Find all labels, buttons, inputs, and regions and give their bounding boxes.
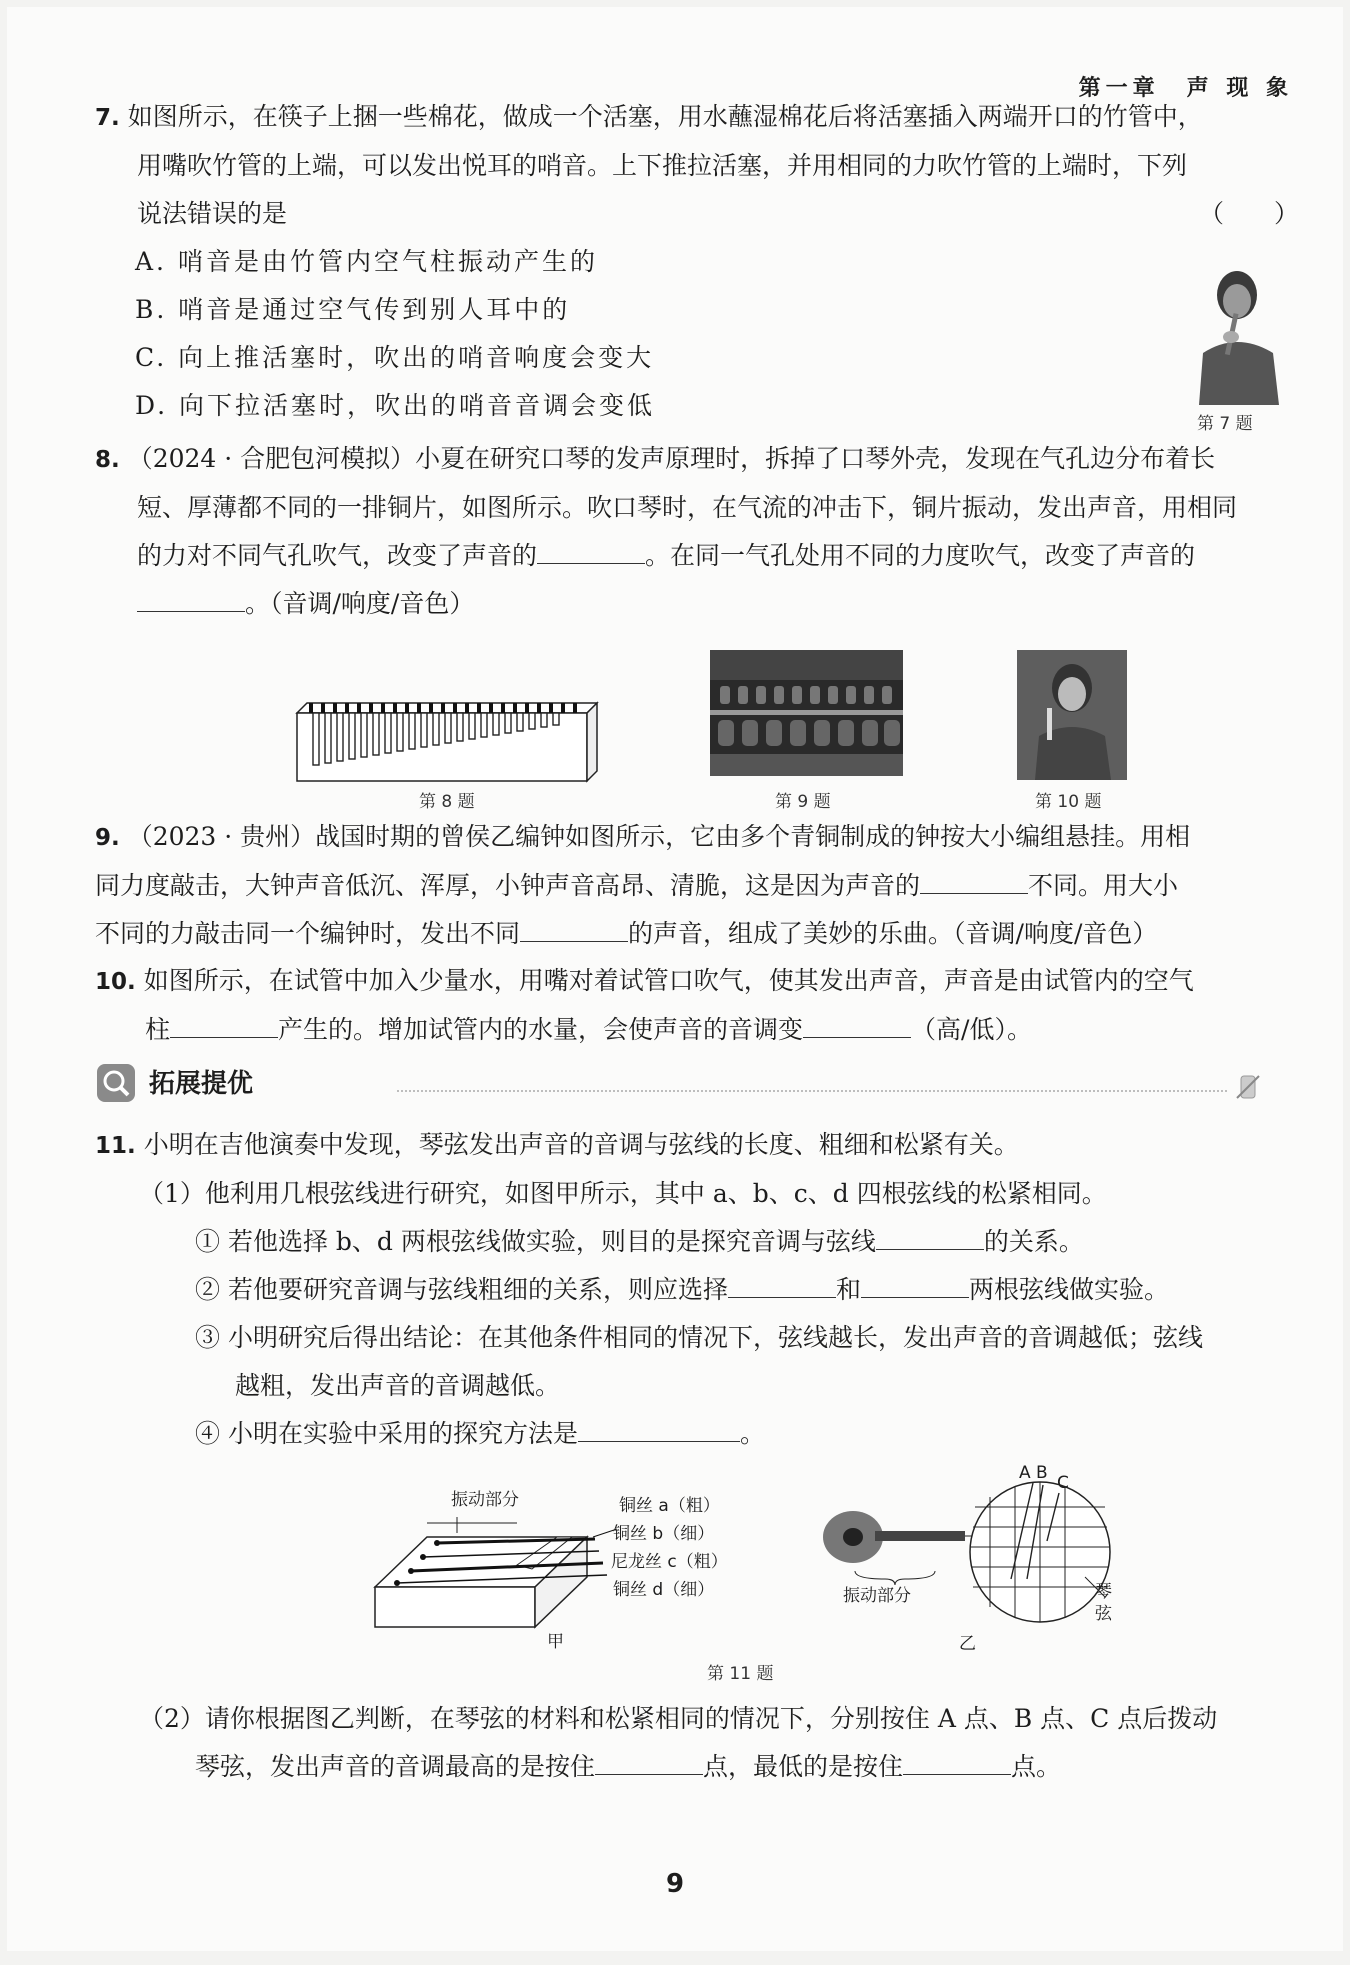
- answer-blank[interactable]: [803, 1013, 911, 1038]
- figure-7-caption: 第 7 题: [1197, 414, 1253, 434]
- answer-blank[interactable]: [861, 1273, 969, 1298]
- harmonica-reeds-figure: [287, 695, 607, 787]
- question-text: 说法错误的是: [137, 199, 288, 228]
- question-text: 短、厚薄都不同的一排铜片，如图所示。吹口琴时，在气流的冲击下，铜片振动，发出声音，用相同: [137, 493, 1238, 522]
- question-text: （2024 · 合肥包河模拟）小夏在研究口琴的发声原理时，拆掉了口琴外壳，发现在气孔边分布着长: [127, 444, 1216, 473]
- question-text: 不同的力敲击同一个编钟时，发出不同: [95, 919, 521, 948]
- option-a[interactable]: A. 哨音是由竹管内空气柱振动产生的: [135, 247, 598, 276]
- question-text: 的声音，组成了美妙的乐曲。（音调/响度/音色）: [628, 919, 1158, 948]
- question-text: 的关系。: [983, 1227, 1084, 1256]
- question-text: 两根弦线做实验。: [968, 1275, 1169, 1304]
- question-11: [95, 1121, 1295, 1458]
- question-text: （2023 · 贵州）战国时期的曾侯乙编钟如图所示，它由多个青铜制成的钟按大小编组悬挂。用相: [127, 822, 1191, 851]
- section-divider: [397, 1090, 1227, 1092]
- vibrating-part-label: 振动部分: [451, 1490, 519, 1510]
- question-text: 琴弦，发出声音的音调最高的是按住: [195, 1752, 596, 1781]
- question-text: 用嘴吹竹管的上端，可以发出悦耳的哨音。上下推拉活塞，并用相同的力吹竹管的上端时，下列: [137, 151, 1188, 180]
- figure-8-caption: 第 8 题: [419, 792, 475, 812]
- guitar-vibrating-part-label: 振动部分: [843, 1586, 911, 1606]
- answer-blank[interactable]: [537, 539, 645, 564]
- string-a-label: 铜丝 a（粗）: [619, 1496, 720, 1516]
- question-text: ② 若他要研究音调与弦线粗细的关系，则应选择: [195, 1275, 728, 1304]
- answer-blank[interactable]: [920, 869, 1028, 894]
- string-label-2: 弦: [1095, 1604, 1112, 1624]
- question-number: 8.: [95, 447, 120, 473]
- question-7: [95, 93, 1299, 430]
- option-d[interactable]: D. 向下拉活塞时，吹出的哨音音调会变低: [135, 391, 656, 420]
- option-c[interactable]: C. 向上推活塞时，吹出的哨音响度会变大: [135, 343, 655, 372]
- figure-jia-label: 甲: [547, 1632, 564, 1652]
- question-text: ① 若他选择 b、d 两根弦线做实验，则目的是探究音调与弦线: [195, 1227, 876, 1256]
- question-text: 。在同一气孔处用不同的力度吹气，改变了声音的: [645, 541, 1196, 570]
- question-text: ③ 小明研究后得出结论：在其他条件相同的情况下，弦线越长，发出声音的音调越低；弦线: [195, 1323, 1203, 1352]
- question-number: 9.: [95, 825, 120, 851]
- figure-9-caption: 第 9 题: [775, 792, 831, 812]
- question-9: [95, 813, 1295, 958]
- answer-blank[interactable]: [137, 587, 245, 612]
- answer-blank[interactable]: [520, 917, 628, 942]
- chapter-header: 第一章 声 现 象: [1078, 76, 1293, 101]
- answer-parentheses[interactable]: （ ）: [1198, 199, 1299, 228]
- question-11-part-2: [139, 1695, 1299, 1791]
- question-text: 越粗，发出声音的音调越低。: [235, 1371, 561, 1400]
- question-text: （1）他利用几根弦线进行研究，如图甲所示，其中 a、b、c、d 四根弦线的松紧相同。: [139, 1179, 1107, 1208]
- question-text: 同力度敲击，大钟声音低沉、浑厚，小钟声音高昂、清脆，这是因为声音的: [95, 871, 921, 900]
- question-text: 不同。用大小: [1028, 871, 1179, 900]
- point-c-label: C: [1057, 1473, 1069, 1493]
- points-ab-label: A B: [1019, 1463, 1048, 1483]
- figure-10-caption: 第 10 题: [1035, 792, 1102, 812]
- option-b[interactable]: B. 哨音是通过空气传到别人耳中的: [135, 295, 571, 324]
- magnifier-icon: [97, 1064, 135, 1102]
- page-number: 9: [665, 1869, 685, 1899]
- question-text: 产生的。增加试管内的水量，会使声音的音调变: [278, 1015, 804, 1044]
- figure-yi-label: 乙: [959, 1634, 976, 1654]
- answer-blank[interactable]: [578, 1417, 740, 1442]
- string-b-label: 铜丝 b（细）: [613, 1524, 715, 1544]
- string-label-1: 琴: [1095, 1582, 1112, 1602]
- question-text: （高/低）。: [911, 1015, 1032, 1044]
- answer-blank[interactable]: [876, 1225, 984, 1250]
- question-text: 。: [739, 1419, 765, 1448]
- question-text: 小明在吉他演奏中发现，琴弦发出声音的音调与弦线的长度、粗细和松紧有关。: [143, 1130, 1019, 1159]
- question-number: 10.: [95, 969, 136, 995]
- guitar-figure: [815, 1467, 1115, 1637]
- answer-blank[interactable]: [170, 1013, 278, 1038]
- question-text: 。（音调/响度/音色）: [245, 589, 475, 618]
- question-10: [95, 957, 1295, 1054]
- question-text: 和: [835, 1275, 861, 1304]
- section-title: 拓展提优: [149, 1069, 254, 1099]
- section-header: [97, 1062, 1277, 1108]
- bianzhong-bells-photo: [710, 650, 903, 776]
- question-number: 11.: [95, 1133, 136, 1159]
- page: [7, 7, 1343, 1951]
- question-text: ④ 小明在实验中采用的探究方法是: [195, 1419, 578, 1448]
- question-text: 的力对不同气孔吹气，改变了声音的: [137, 541, 538, 570]
- answer-blank[interactable]: [728, 1273, 836, 1298]
- girl-whistle-image: [1187, 265, 1291, 405]
- question-text: 柱: [145, 1015, 171, 1044]
- spool-icon: [1233, 1072, 1263, 1102]
- question-text: 如图所示，在筷子上捆一些棉花，做成一个活塞，用水蘸湿棉花后将活塞插入两端开口的竹管中，: [127, 102, 1203, 131]
- question-text: （2）请你根据图乙判断，在琴弦的材料和松紧相同的情况下，分别按住 A 点、B 点、C 点后拨动: [139, 1704, 1218, 1733]
- question-text: 点，最低的是按住: [703, 1752, 904, 1781]
- question-text: 点。: [1011, 1752, 1062, 1781]
- answer-blank[interactable]: [903, 1750, 1011, 1775]
- question-text: 如图所示，在试管中加入少量水，用嘴对着试管口吹气，使其发出声音，声音是由试管内的空气: [143, 966, 1194, 995]
- question-8: [95, 435, 1295, 628]
- string-c-label: 尼龙丝 c（粗）: [611, 1552, 728, 1572]
- answer-blank[interactable]: [595, 1750, 703, 1775]
- question-number: 7.: [95, 105, 120, 131]
- figure-11-caption: 第 11 题: [707, 1664, 774, 1684]
- girl-test-tube-photo: [1017, 650, 1127, 780]
- string-d-label: 铜丝 d（细）: [613, 1580, 715, 1600]
